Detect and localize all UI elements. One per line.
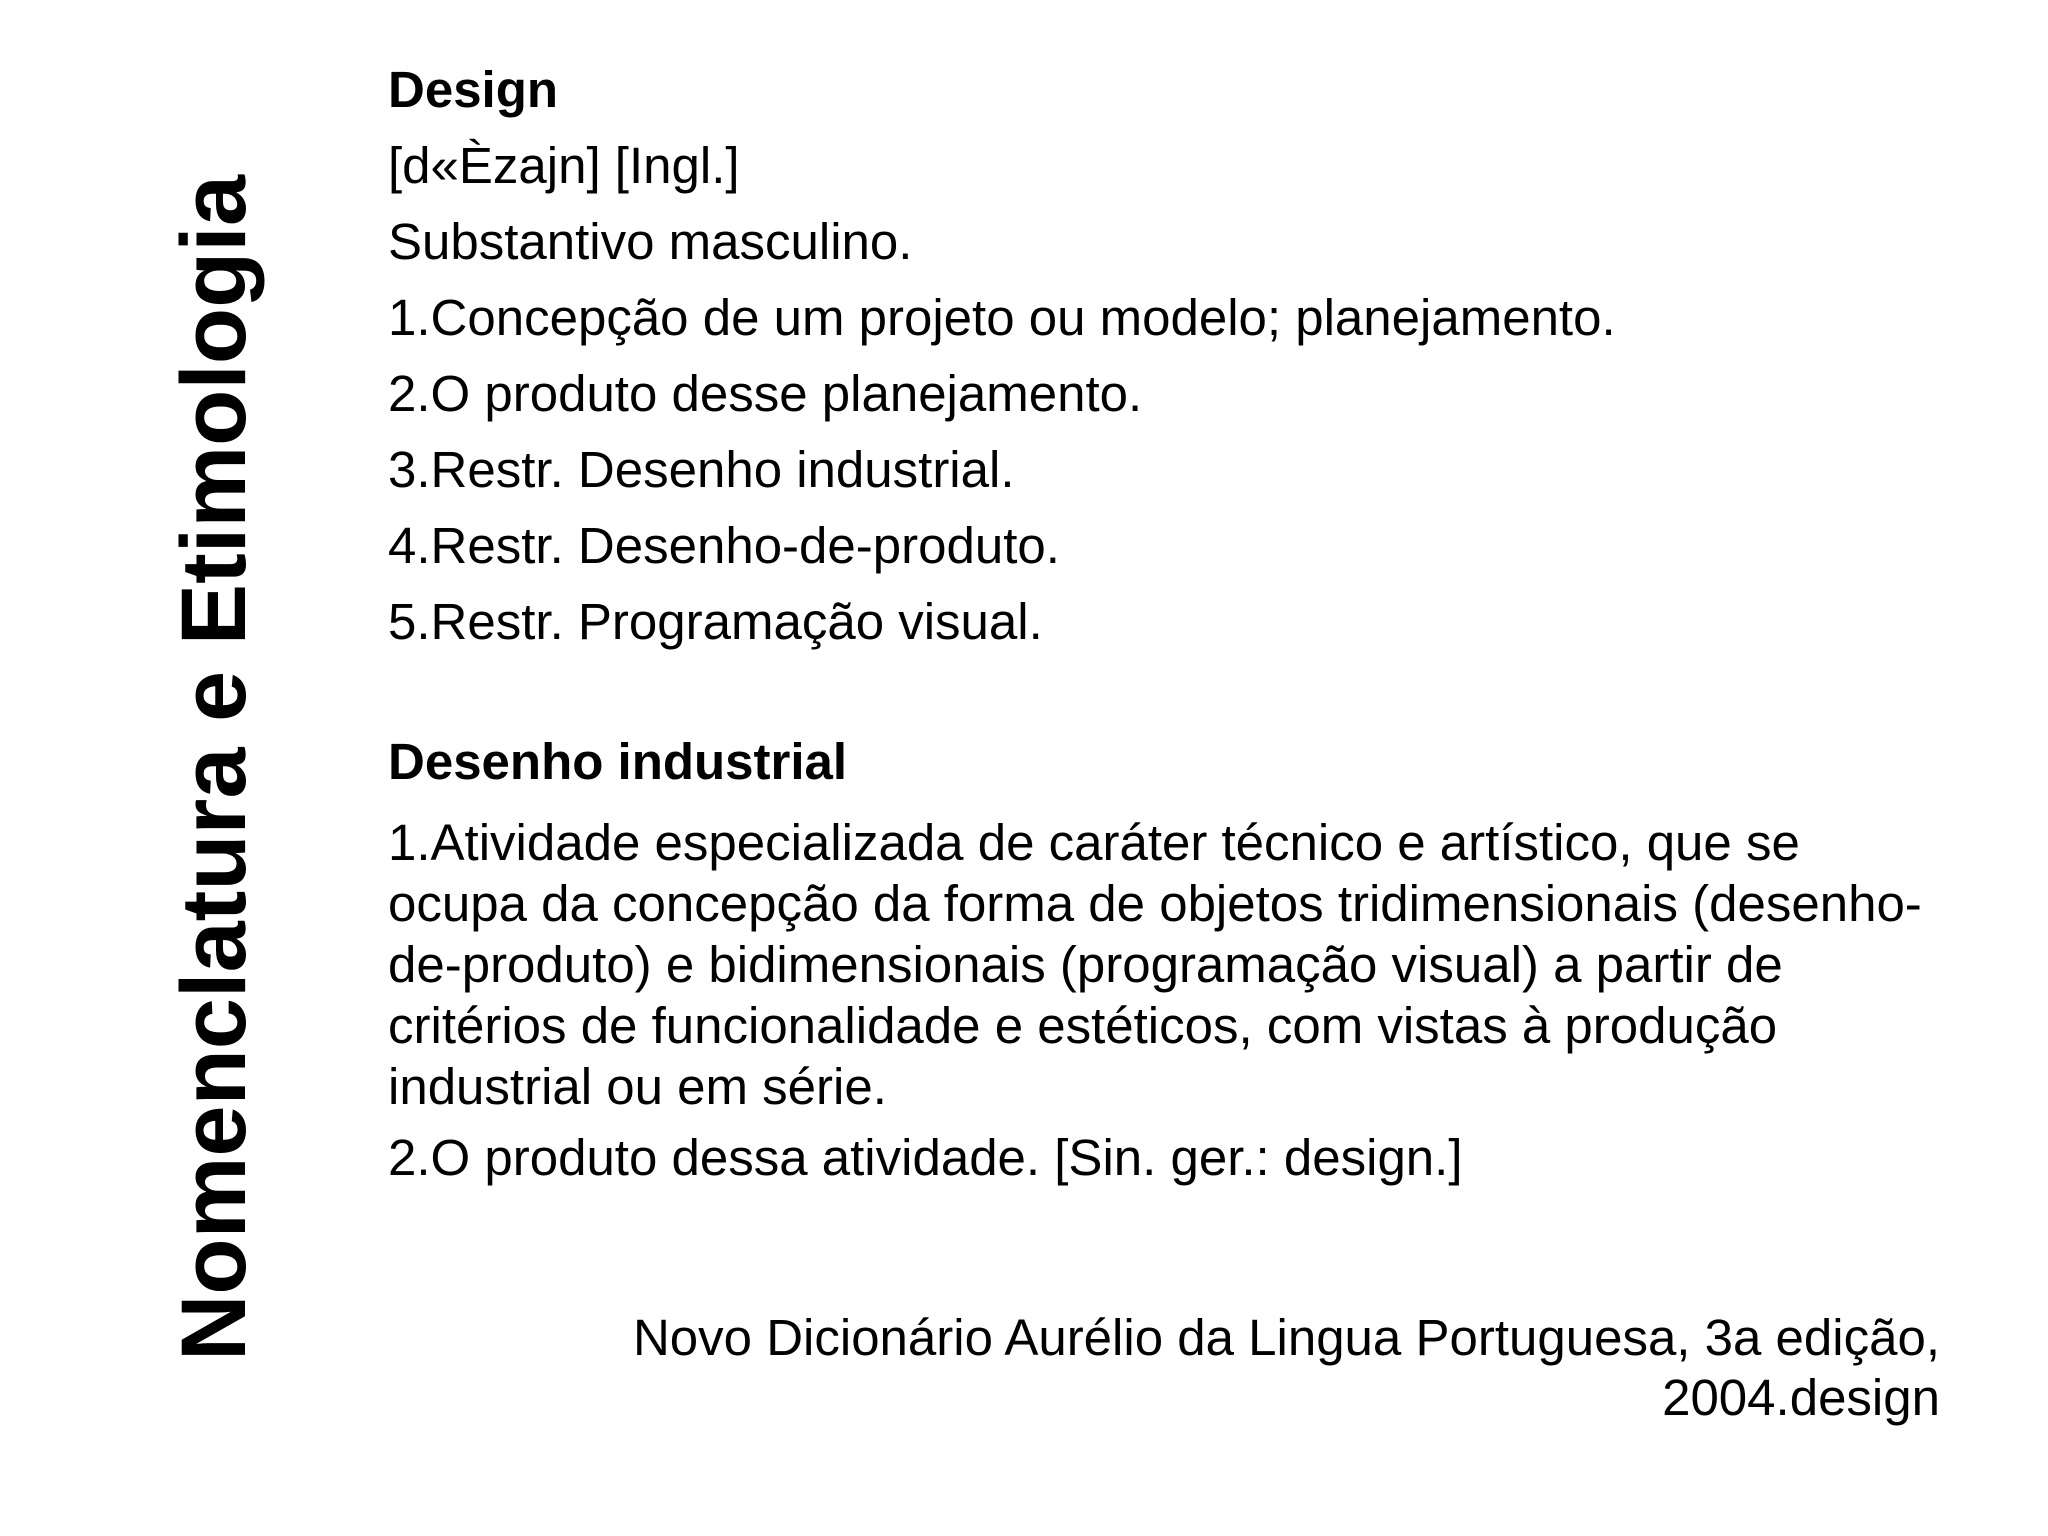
section-gap <box>388 672 1988 736</box>
side-title: Nomenclatura e Etimologia <box>163 174 265 1362</box>
definition-item: 2.O produto dessa atividade. [Sin. ger.: design.] <box>388 1129 1463 1186</box>
dictionary-content <box>388 61 1988 1208</box>
definition-item: 5.Restr. Programação visual. <box>388 593 1043 650</box>
pronunciation: [d«Èzajn] [Ingl.] <box>388 137 740 194</box>
definition-item: 3.Restr. Desenho industrial. <box>388 441 1015 498</box>
definition-item: 4.Restr. Desenho-de-produto. <box>388 517 1060 574</box>
citation <box>388 1308 1940 1428</box>
entry-term-desenho-industrial: Desenho industrial <box>388 733 848 790</box>
entry-design <box>388 61 1988 672</box>
definition-item: 2.O produto desse planejamento. <box>388 365 1143 422</box>
word-class: Substantivo masculino. <box>388 213 913 270</box>
entry-term-design: Design <box>388 61 559 118</box>
entry-desenho-industrial <box>388 733 1988 1208</box>
citation-line-1: Novo Dicionário Aurélio da Lingua Portuguesa, 3a edição, <box>632 1309 1940 1366</box>
definition-item: 1.Atividade especializada de caráter técnico e artístico, que se ocupa da concepção da forma de objetos tridimensionais (desenho-de-produto) e bidimensionais (programação visual) a partir de critérios de funcionalidade e estéticos, com vistas à produção industrial ou em série. <box>388 814 1922 1115</box>
citation-line-2: 2004.design <box>1662 1369 1940 1426</box>
definition-item: 1.Concepção de um projeto ou modelo; planejamento. <box>388 289 1616 346</box>
